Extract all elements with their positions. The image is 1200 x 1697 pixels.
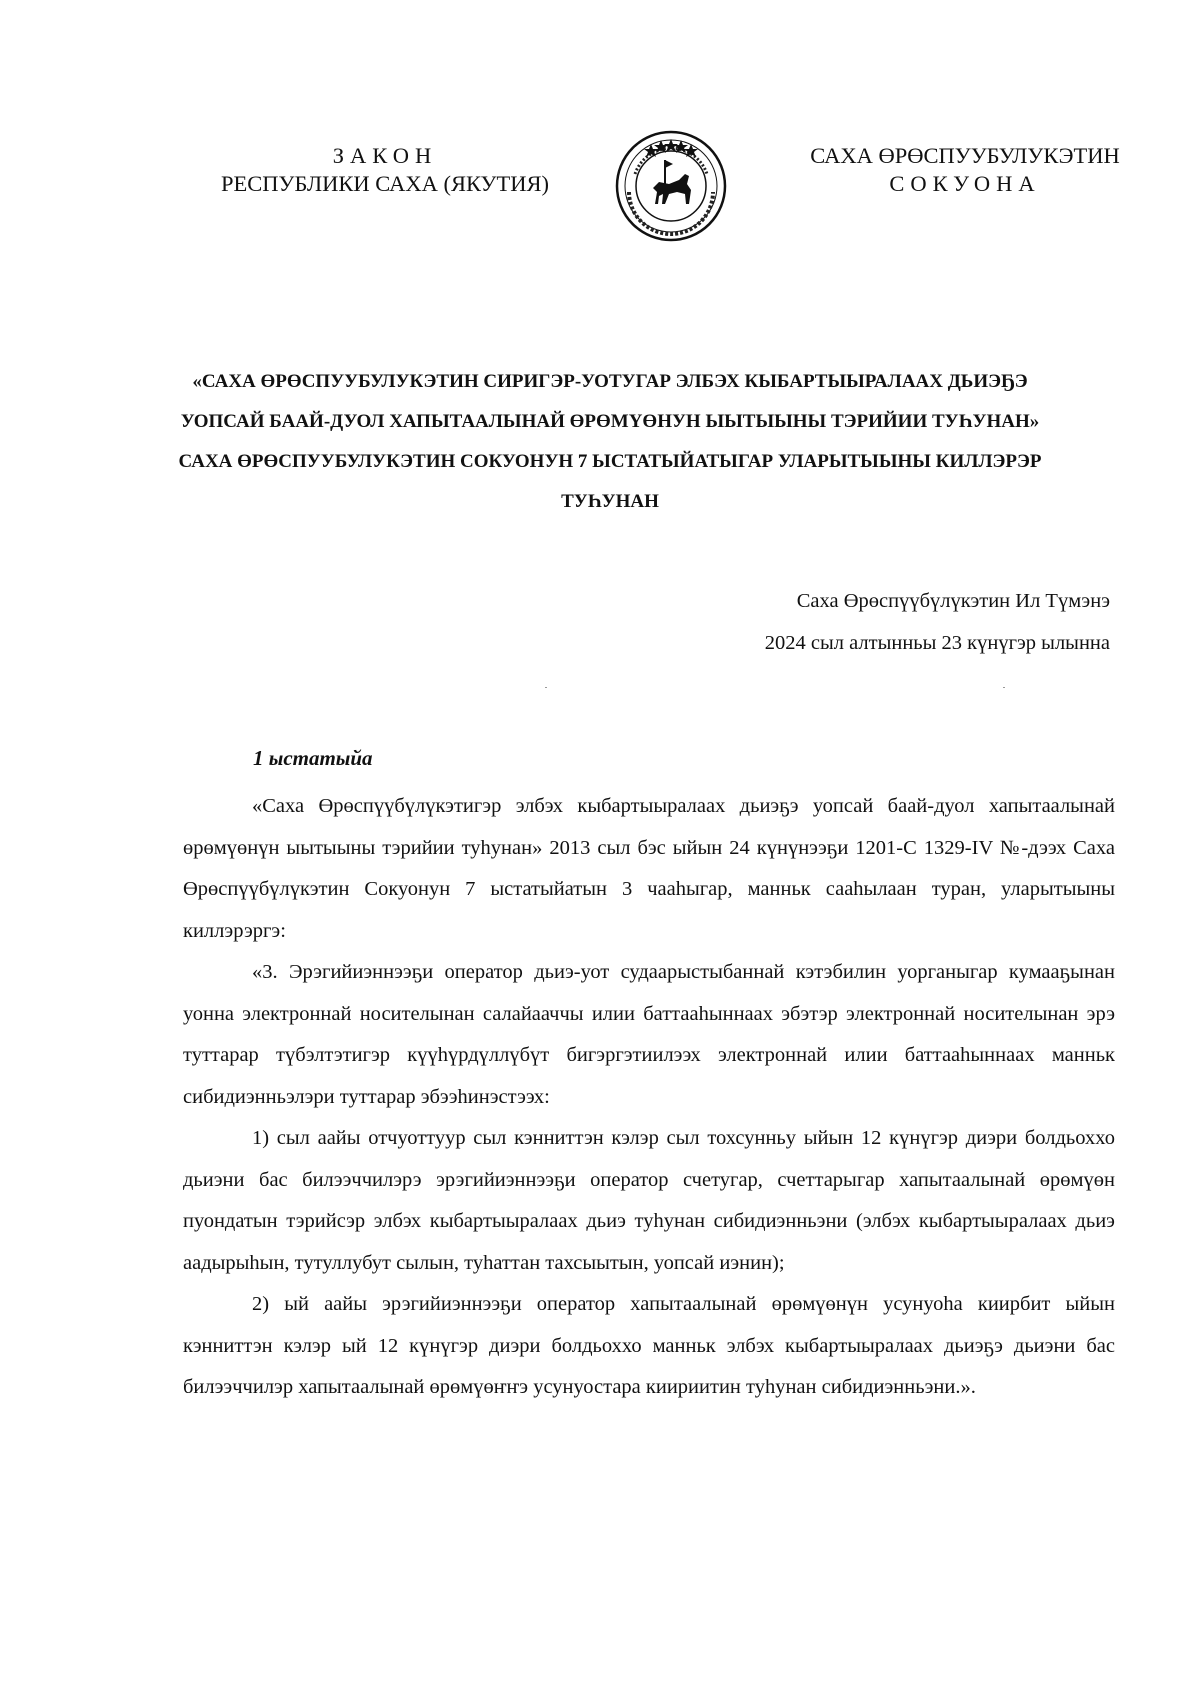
law-title-line: «САХА ӨРӨСПУУБУЛУКЭТИН СИРИГЭР-УОТУГАР ЭЛБЭХ КЫБАРТЫЫРАЛААХ ДЬИЭҔЭ	[192, 371, 1028, 392]
article-paragraph: «Саха Өрөспүүбүлүкэтигэр элбэх кыбартыыралаах дьиэҕэ уопсай баай-дуол хапытаалынай өрөмүөнүн ыытыыны тэрийии туһунан» 2013 сыл бэс ыйын 24 күнүнээҕи 1201-С 1329-IV №-дээх Саха Өрөспүүбүлүкэтин Сокуонун 7 ыстатыйатын 3 чааһыгар, манньк сааһылаан туран, уларытыыны киллэрэргэ:	[183, 795, 1115, 942]
header-republic-ru: РЕСПУБЛИКИ САХА (ЯКУТИЯ)	[221, 171, 549, 196]
adoption-block	[510, 580, 1110, 664]
header-russian	[200, 142, 570, 198]
article-paragraph: 2) ый аайы эрэгийиэннээҕи оператор хапытаалынай өрөмүөнүн усунуоһа киирбит ыйын кэнниттэн кэлэр ый 12 күнүгэр диэри болдьоххо манньк элбэх кыбартыыралаах дьиэҕэ дьиэни бас билээччилэр хапытаалынай өрөмүөҥҥэ усунуостара киириитин туһунан сибидиэнньэни.».	[183, 1293, 1115, 1398]
header-law-title-sah: СОКУОНА	[889, 171, 1041, 196]
header-law-title-ru: ЗАКОН	[332, 143, 438, 168]
article-heading: 1 ыстатыйа	[253, 746, 373, 770]
law-title-line: УОПСАЙ БААЙ-ДУОЛ ХАПЫТААЛЫНАЙ ӨРӨМҮӨНУН ЫЫТЫЫНЫ ТЭРИЙИИ ТУҺУНАН»	[180, 411, 1040, 432]
law-title-line: ТУҺУНАН	[561, 491, 659, 512]
law-title	[150, 362, 1070, 522]
article-paragraph: 1) сыл аайы отчуоттуур сыл кэнниттэн кэлэр сыл тохсунньу ыйын 12 күнүгэр диэри болдьоххо дьиэни бас билээччилэрэ эрэгийиэннээҕи оператор счетугар, счеттарыгар хапытаалынай өрөмүөн пуондатын тэрийсэр элбэх кыбартыыралаах дьиэ туһунан сибидиэнньэни (элбэх кыбартыыралаах дьиэ аадырыһын, тутуллубут сылын, туһаттан тахсыытын, уопсай иэнин);	[183, 1127, 1115, 1274]
article-paragraph: «3. Эрэгийиэннээҕи оператор дьиэ-уот судаарыстыбаннай кэтэбилин уорганыгар кумааҕынан уонна электроннай носителынан салайааччы илии баттааһыннаах эбэтэр электроннай носителынан эрэ туттарар түбэлтэтигэр күүһүрдүллүбүт бигэргэтиилээх электроннай илии баттааһыннаах манньк сибидиэнньэлэри туттарар эбээһинэстээх:	[183, 961, 1115, 1108]
adoption-date: 2024 сыл алтынньы 23 күнүгэр ылынна	[764, 632, 1110, 654]
scan-speck	[545, 687, 547, 688]
scan-speck	[1003, 687, 1005, 688]
sakha-coat-of-arms-icon	[615, 130, 727, 242]
header-republic-sah: САХА ӨРӨСПУУБУЛУКЭТИН	[810, 143, 1120, 168]
law-title-line: САХА ӨРӨСПУУБУЛУКЭТИН СОКУОНУН 7 ЫСТАТЫЙАТЫГАР УЛАРЫТЫЫНЫ КИЛЛЭРЭР	[178, 451, 1042, 472]
article-body	[183, 786, 1115, 1409]
adopting-body: Саха Өрөспүүбүлүкэтин Ил Түмэнэ	[796, 590, 1110, 612]
header-yakut	[790, 142, 1140, 198]
document-header	[0, 0, 1200, 260]
